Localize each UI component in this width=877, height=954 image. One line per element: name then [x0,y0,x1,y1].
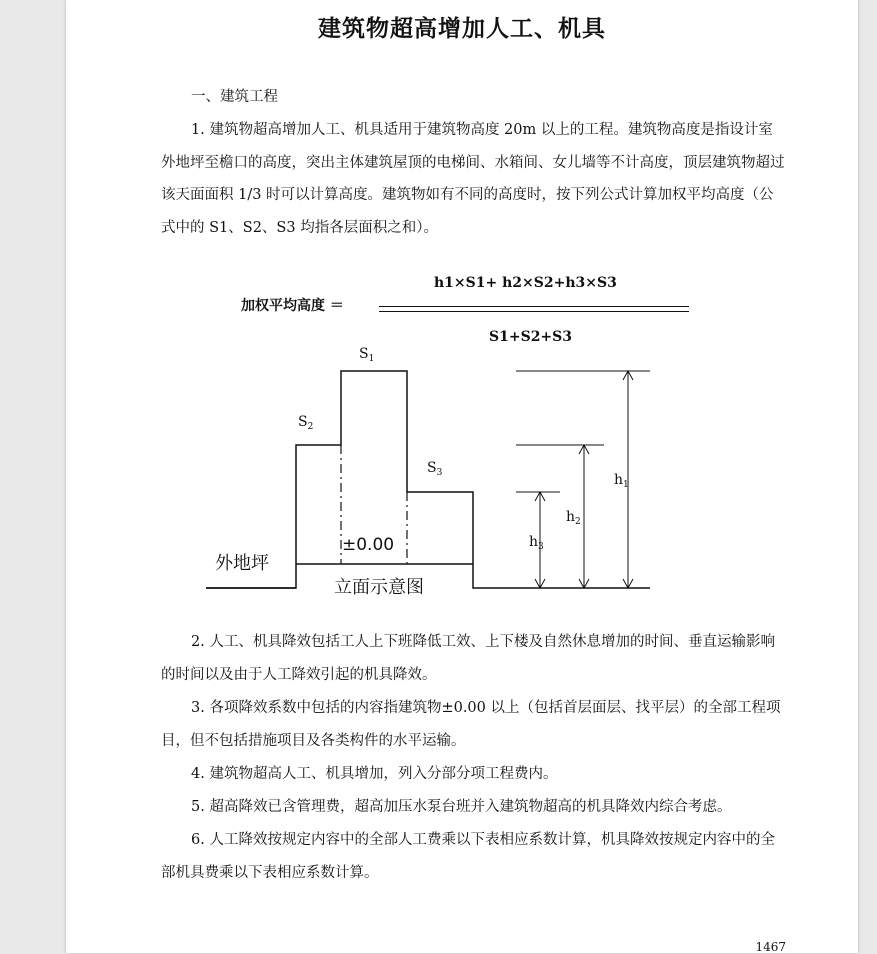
h3-label: $h_3$ [529,534,544,552]
h1-label: $h_1$ [614,472,629,490]
s2-label: $S_2$ [298,414,314,432]
page-number: 1467 [755,940,786,954]
h2-label: $h_2$ [566,509,581,527]
zero-level-label: ±0.00 [342,535,395,555]
s1-label: $S_1$ [359,346,375,364]
formula-denominator: S1+S2+S3 [489,329,573,345]
building-outline [206,371,650,588]
formula-numerator: h1×S1+ h2×S2+h3×S3 [434,275,617,291]
s3-label: $S_3$ [427,460,443,478]
formula-label: 加权平均高度 ＝ [241,298,344,314]
paragraph-6: 6. 人工降效按规定内容中的全部人工费乘以下表相应系数计算，机具降效按规定内容中的全部机具费乘以下表相应系数计算。 [161,832,775,881]
document-page [66,0,858,953]
paragraph-2: 2. 人工、机具降效包括工人上下班降低工效、上下楼及自然休息增加的时间、垂直运输影响的时间以及由于人工降效引起的机具降效。 [161,634,775,683]
page-title: 建筑物超高增加人工、机具 [318,16,606,42]
paragraph-3: 3. 各项降效系数中包括的内容指建筑物±0.00 以上（包括首层面层、找平层）的全部工程项目，但不包括措施项目及各类构件的水平运输。 [161,700,781,749]
section-heading-text: 一、建筑工程 [191,89,278,105]
elevation-diagram [66,0,858,600]
ground-label: 外地坪 [215,553,269,574]
paragraph-4: 4. 建筑物超高人工、机具增加，列入分部分项工程费内。 [191,766,558,782]
diagram-caption: 立面示意图 [334,577,424,598]
paragraph-1: 1. 建筑物超高增加人工、机具适用于建筑物高度 20m 以上的工程。建筑物高度是指设计室外地坪至檐口的高度，突出主体建筑屋顶的电梯间、水箱间、女儿墙等不计高度，顶层建筑物超过该天面面积 1/3 时可以计算高度。建筑物如有不同的高度时，按下列公式计算加权平均高度（公式中的 S1、S2、S3 均指各层面积之和）。 [161,122,785,236]
paragraph-5: 5. 超高降效已含管理费，超高加压水泵台班并入建筑物超高的机具降效内综合考虑。 [191,799,732,815]
